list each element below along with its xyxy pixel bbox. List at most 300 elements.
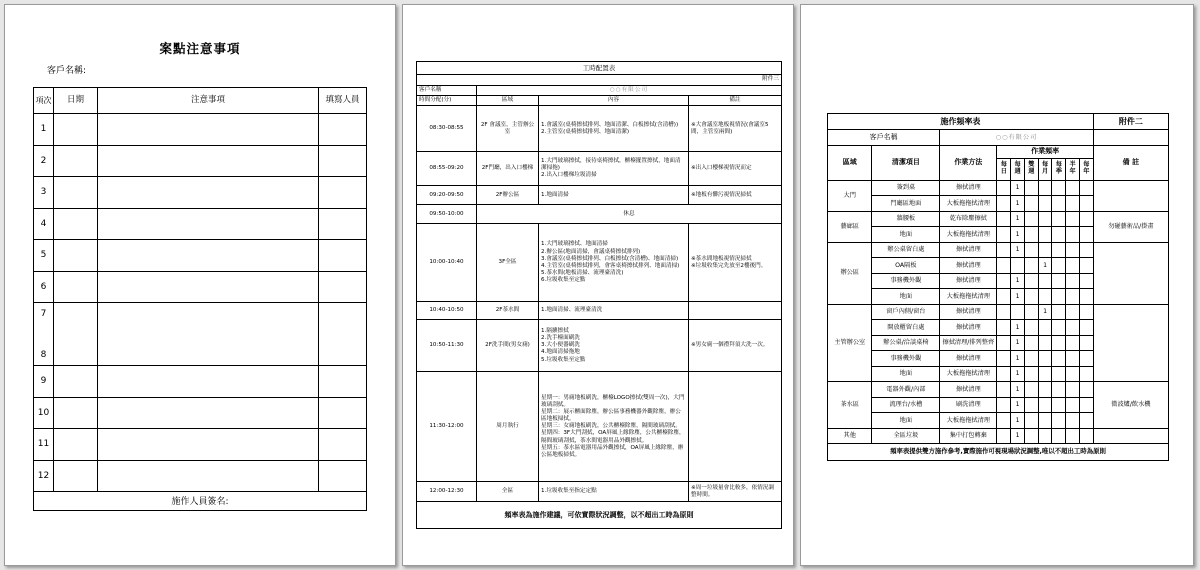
row-freq-cell: [1066, 397, 1080, 413]
row-method: 擦拭清理: [940, 258, 997, 274]
header-filler: 填寫人員: [319, 88, 367, 114]
row-area: 周月執行: [477, 372, 539, 482]
row-number: 1: [34, 114, 54, 146]
row-freq-cell: [997, 273, 1011, 289]
table-row: [34, 208, 367, 240]
row-number: 6: [34, 271, 54, 303]
row-freq-cell: [1066, 242, 1080, 258]
row-freq-cell: [1052, 196, 1066, 212]
row-freq-cell: [997, 335, 1011, 351]
row-freq-cell: [1066, 273, 1080, 289]
row-method: 大板拖拖拭清理: [940, 196, 997, 212]
row-number: 11: [34, 429, 54, 461]
row-freq-cell: 1: [1011, 382, 1025, 398]
row-freq-cell: [1011, 258, 1025, 274]
row-note: [1093, 304, 1168, 382]
row-freq-cell: [1024, 335, 1038, 351]
client-blank-cell: [1093, 130, 1168, 146]
header-freq-col: 每 日: [997, 158, 1011, 180]
client-name-value: ○○有限公司: [477, 86, 782, 96]
row-freq-cell: [1024, 397, 1038, 413]
header-note: 備 註: [1093, 145, 1168, 180]
row-time: 08:30-08:55: [417, 106, 477, 152]
row-freq-cell: [1066, 428, 1080, 444]
row-method: 集中打包轉棄: [940, 428, 997, 444]
attachment-label: 附件二: [1093, 114, 1168, 130]
row-filler-cell: [319, 177, 367, 209]
row-freq-cell: [1052, 366, 1066, 382]
row-freq-cell: [1024, 180, 1038, 196]
row-number: 2: [34, 145, 54, 177]
row-freq-cell: 1: [1011, 227, 1025, 243]
row-area: 其他: [828, 428, 872, 444]
row-freq-cell: [1052, 211, 1066, 227]
table-row: [828, 304, 1169, 320]
row-freq-cell: 1: [1011, 196, 1025, 212]
table-row: [34, 145, 367, 177]
row-item: 簽到桌: [872, 180, 940, 196]
row-freq-cell: [1038, 351, 1052, 367]
row-area: 大門: [828, 180, 872, 211]
row-filler-cell: [319, 208, 367, 240]
row-freq-cell: [1066, 366, 1080, 382]
row-item: 開放櫃留白處: [872, 320, 940, 336]
row-freq-cell: [1052, 180, 1066, 196]
row-freq-cell: [1080, 397, 1094, 413]
page-title: 案點注意事項: [159, 41, 241, 56]
row-freq-cell: [1080, 351, 1094, 367]
row-freq-cell: [1080, 289, 1094, 305]
row-freq-cell: [1024, 304, 1038, 320]
row-freq-cell: [1024, 227, 1038, 243]
row-number-8: 8: [40, 350, 47, 360]
row-content: 1.地面清掃、流理臺清洗: [539, 302, 689, 320]
row-filler-cell: [319, 397, 367, 429]
row-item: 事務機外觀: [872, 351, 940, 367]
row-number: 4: [34, 208, 54, 240]
row-freq-cell: [1024, 413, 1038, 429]
row-freq-cell: [1011, 304, 1025, 320]
row-area: 茶水區: [828, 382, 872, 429]
row-number: 3: [34, 177, 54, 209]
row-freq-cell: [1080, 196, 1094, 212]
row-area: 全區: [477, 482, 539, 502]
row-content: 1.隔擴擦拭 2.洗手檯面刷洗 3.大小便器刷洗 4.地面清掃拖地 5.垃圾收集至定點: [539, 320, 689, 372]
row-area: 2F洗手間(男女廁): [477, 320, 539, 372]
row-freq-cell: [997, 382, 1011, 398]
row-freq-cell: 1: [1038, 304, 1052, 320]
row-freq-cell: [1038, 180, 1052, 196]
row-filler-cell: [319, 366, 367, 398]
row-date-cell: [54, 114, 98, 146]
header-notes: 注意事項: [98, 88, 319, 114]
row-break: 休息: [477, 205, 782, 224]
row-freq-cell: [1066, 258, 1080, 274]
table-row: [34, 271, 367, 303]
row-freq-cell: [1024, 258, 1038, 274]
row-freq-cell: [1024, 273, 1038, 289]
row-item: 事務機外觀: [872, 273, 940, 289]
row-freq-cell: [997, 289, 1011, 305]
row-area: 2F茶水間: [477, 302, 539, 320]
row-freq-cell: [997, 366, 1011, 382]
row-freq-cell: [1080, 242, 1094, 258]
row-freq-cell: [1052, 289, 1066, 305]
row-method: 大板拖拖拭清理: [940, 289, 997, 305]
row-freq-cell: 1: [1011, 351, 1025, 367]
row-freq-cell: [1080, 320, 1094, 336]
row-filler-cell: [319, 145, 367, 177]
row-freq-cell: [1066, 351, 1080, 367]
row-notes-cell: [98, 366, 319, 398]
row-freq-cell: [997, 413, 1011, 429]
row-notes-cell: [98, 208, 319, 240]
row-filler-cell: [319, 460, 367, 492]
row-method: 刷洗清理: [940, 397, 997, 413]
row-freq-cell: [1080, 180, 1094, 196]
row-freq-cell: [1080, 258, 1094, 274]
row-filler-cell: [319, 240, 367, 272]
row-content: 星期一：男廁地板刷洗，櫃檯LOGO擦拭(雙周一次)，大門玻璃刮拭。 星期二：展示櫃面除塵，辦公區事務機器外觀除塵，辦公區地板掃拭。 星期三：女廁地板刷洗，公共櫃檯除塵，隔間玻璃刮拭。 星期四：3F大門刮拭，OA屏風上緣除塵，公共櫃檯除塵，隔間玻璃刮拭，茶水間電器用品外觀擦拭。 星期五：茶水區電器用品外觀擦拭，OA屏風上緣除塵，辦公區地板掃拭。: [539, 372, 689, 482]
row-freq-cell: [997, 258, 1011, 274]
row-freq-cell: [1080, 335, 1094, 351]
table-row: [417, 320, 782, 372]
table-row: [34, 366, 367, 398]
row-freq-cell: [1066, 304, 1080, 320]
client-name-label: 客戶名稱: [417, 86, 477, 96]
table-row: [828, 211, 1169, 227]
table-row: [34, 177, 367, 209]
row-freq-cell: [1052, 428, 1066, 444]
row-freq-cell: [1038, 211, 1052, 227]
row-freq-cell: [997, 304, 1011, 320]
row-freq-cell: [1024, 196, 1038, 212]
row-date-cell: [54, 208, 98, 240]
signature-row: [34, 492, 367, 511]
page-work-schedule: [402, 4, 794, 566]
row-freq-cell: [1080, 273, 1094, 289]
row-filler-cell: [319, 114, 367, 146]
row-date-cell: [54, 303, 98, 366]
row-freq-cell: [1038, 413, 1052, 429]
row-time: 11:30-12:00: [417, 372, 477, 482]
attachment-label: 附件三: [417, 75, 782, 86]
row-time: 10:40-10:50: [417, 302, 477, 320]
table-row: [417, 152, 782, 186]
table-row: [417, 372, 782, 482]
row-freq-cell: 1: [1011, 273, 1025, 289]
row-freq-cell: [1052, 258, 1066, 274]
table-row: [828, 382, 1169, 398]
row-notes-cell: [98, 240, 319, 272]
row-freq-cell: 1: [1038, 258, 1052, 274]
row-freq-cell: [1052, 351, 1066, 367]
header-note: 備註: [689, 96, 782, 106]
table-row: [34, 397, 367, 429]
row-freq-cell: [1024, 382, 1038, 398]
row-item: 電器外觀/內部: [872, 382, 940, 398]
row-freq-cell: [1024, 366, 1038, 382]
row-method: 大板拖拖拭清理: [940, 227, 997, 243]
row-freq-cell: [1052, 273, 1066, 289]
table-row: [417, 106, 782, 152]
row-note: 勿碰藝術品/掛畫: [1093, 211, 1168, 242]
client-name-value: ○○有限公司: [940, 130, 1094, 146]
row-freq-cell: [1080, 413, 1094, 429]
row-freq-cell: 1: [1011, 428, 1025, 444]
row-freq-cell: [1038, 289, 1052, 305]
frequency-title: 施作頻率表: [828, 114, 1094, 130]
row-number-7: 7: [40, 309, 47, 319]
row-freq-cell: 1: [1011, 413, 1025, 429]
row-number: 9: [34, 366, 54, 398]
row-number: 10: [34, 397, 54, 429]
row-method: 乾布除塵擦拭: [940, 211, 997, 227]
row-freq-cell: [1038, 428, 1052, 444]
row-filler-cell: [319, 429, 367, 461]
row-freq-cell: 1: [1011, 242, 1025, 258]
row-date-cell: [54, 397, 98, 429]
row-area: 3F全區: [477, 224, 539, 302]
row-freq-cell: [1038, 273, 1052, 289]
row-freq-cell: [1038, 227, 1052, 243]
row-time: 08:55-09:20: [417, 152, 477, 186]
row-item: 全區垃圾: [872, 428, 940, 444]
row-notes-cell: [98, 177, 319, 209]
row-freq-cell: [1066, 196, 1080, 212]
row-item: 牆腰板: [872, 211, 940, 227]
header-freq-col: 半 年: [1066, 158, 1080, 180]
row-item: 辦公桌/洽談桌椅: [872, 335, 940, 351]
row-freq-cell: [1080, 366, 1094, 382]
row-date-cell: [54, 145, 98, 177]
row-freq-cell: [1024, 211, 1038, 227]
row-time: 09:20-09:50: [417, 186, 477, 205]
header-item: 清潔項目: [872, 145, 940, 180]
table-row: [34, 240, 367, 272]
row-method: 擦拭清理: [940, 273, 997, 289]
table-row: [828, 428, 1169, 444]
row-method: 擦拭清理: [940, 242, 997, 258]
row-freq-cell: [1038, 196, 1052, 212]
row-item: 地面: [872, 289, 940, 305]
row-freq-cell: [1038, 366, 1052, 382]
row-freq-cell: [1052, 227, 1066, 243]
row-notes-cell: [98, 397, 319, 429]
table-row: [34, 303, 367, 366]
row-method: 擦拭清理/排列整齊: [940, 335, 997, 351]
row-freq-cell: [997, 211, 1011, 227]
row-freq-cell: 1: [1011, 320, 1025, 336]
table-row: [828, 242, 1169, 258]
row-note: 微波爐/飲水機: [1093, 382, 1168, 429]
row-freq-cell: [1038, 320, 1052, 336]
row-item: 地面: [872, 227, 940, 243]
table-row: [417, 302, 782, 320]
row-freq-cell: [1024, 351, 1038, 367]
row-time: 09:50-10:00: [417, 205, 477, 224]
row-note: ※茶水間地板視情況掃拭 ※垃圾收集完先放至2樓後門。: [689, 224, 782, 302]
row-freq-cell: [1080, 382, 1094, 398]
page-frequency: [800, 4, 1194, 566]
row-freq-cell: [1066, 413, 1080, 429]
row-area: 2F門廳，出入口樓梯: [477, 152, 539, 186]
client-name-label: 客戶名稱:: [47, 66, 87, 76]
row-date-cell: [54, 240, 98, 272]
row-note: [1093, 180, 1168, 211]
row-freq-cell: 1: [1011, 180, 1025, 196]
row-freq-cell: [997, 428, 1011, 444]
row-freq-cell: [1052, 397, 1066, 413]
row-freq-cell: [1052, 242, 1066, 258]
row-note: [1093, 242, 1168, 304]
row-freq-cell: [1080, 211, 1094, 227]
row-freq-cell: 1: [1011, 335, 1025, 351]
row-note: [689, 302, 782, 320]
row-freq-cell: 1: [1011, 397, 1025, 413]
table-row: [417, 224, 782, 302]
row-item: 地面: [872, 366, 940, 382]
row-filler-cell: [319, 271, 367, 303]
row-note: ※出入口樓梯視情況而定: [689, 152, 782, 186]
row-notes-cell: [98, 114, 319, 146]
row-notes-cell: [98, 271, 319, 303]
row-freq-cell: [1052, 382, 1066, 398]
table-row: [417, 205, 782, 224]
header-date: 日期: [54, 88, 98, 114]
table-row: [828, 180, 1169, 196]
table-row: [417, 186, 782, 205]
row-content: 1.大門玻璃擦拭，接待桌椅擦拭，櫃檯擺置擦拭，地面清潔掃拖) 2.出入口樓梯垃圾清掃: [539, 152, 689, 186]
row-freq-cell: [997, 196, 1011, 212]
row-freq-cell: [1038, 397, 1052, 413]
row-time: 12:00-12:30: [417, 482, 477, 502]
row-freq-cell: [997, 227, 1011, 243]
page-notes: [4, 4, 396, 566]
table-row: [417, 482, 782, 502]
row-note: [689, 372, 782, 482]
signature-label: 施作人員簽名:: [34, 492, 367, 511]
row-freq-cell: [997, 320, 1011, 336]
row-method: 大板拖拖拭清理: [940, 413, 997, 429]
row-content: 1.地面清掃: [539, 186, 689, 205]
row-content: 1.會議室(桌椅擦拭排列、地面清潔、白板擦拭(含清槽)) 2.主管室(桌椅擦拭排列、地面清潔): [539, 106, 689, 152]
header-item-no: 項次: [34, 88, 54, 114]
table-row: [34, 429, 367, 461]
notes-table: [33, 87, 367, 511]
row-freq-cell: [1024, 289, 1038, 305]
header-freq-col: 雙 週: [1024, 158, 1038, 180]
row-freq-cell: [1038, 382, 1052, 398]
row-freq-cell: [1066, 382, 1080, 398]
row-note: [1093, 428, 1168, 444]
frequency-table: [827, 113, 1169, 461]
row-freq-cell: [1066, 227, 1080, 243]
row-freq-cell: [1052, 413, 1066, 429]
schedule-footer: 頻率表為施作建議，可依實際狀況調整，以不超出工時為原則: [417, 502, 782, 529]
row-date-cell: [54, 429, 98, 461]
row-note: ※男女廁一個禮拜須大洗一次。: [689, 320, 782, 372]
row-item: OA隔板: [872, 258, 940, 274]
table-row: [34, 114, 367, 146]
row-note: ※大會議室地板視情況(會議室5間，主管室兩間): [689, 106, 782, 152]
row-notes-cell: [98, 303, 319, 366]
row-area: 藝廊區: [828, 211, 872, 242]
row-area: 2F 會議室，主管辦公室: [477, 106, 539, 152]
frequency-footer: 頻率表提供雙方施作參考,實際施作可視現場狀況調整,唯以不超出工時為原則: [828, 444, 1169, 461]
row-item: 窗戶內側/窗台: [872, 304, 940, 320]
row-freq-cell: [997, 242, 1011, 258]
row-freq-cell: [1066, 289, 1080, 305]
header-content: 內容: [539, 96, 689, 106]
row-date-cell: [54, 271, 98, 303]
row-notes-cell: [98, 429, 319, 461]
row-area: 2F辦公區: [477, 186, 539, 205]
row-method: 擦拭清理: [940, 351, 997, 367]
header-frequency: 作業頻率: [997, 145, 1093, 158]
row-freq-cell: 1: [1011, 211, 1025, 227]
row-freq-cell: [1052, 335, 1066, 351]
row-freq-cell: [1066, 320, 1080, 336]
row-freq-cell: [997, 351, 1011, 367]
row-freq-cell: [1038, 242, 1052, 258]
row-number: [34, 303, 54, 366]
row-freq-cell: [1080, 428, 1094, 444]
row-time: 10:50-11:30: [417, 320, 477, 372]
row-content: 1.大門玻璃擦拭、地面清掃 2.辦公區(地面清掃，會議桌椅擦拭排列) 3.會議室(桌椅擦拭排列、白板擦拭(含清槽)、地面清掃) 4.主管室(桌椅擦拭排列，會客桌椅擦拭排列、地面清掃) 5.茶水間(地板清掃、流理臺清洗) 6.垃圾收集至定點: [539, 224, 689, 302]
row-freq-cell: [1052, 304, 1066, 320]
header-area: 區域: [477, 96, 539, 106]
row-freq-cell: [1024, 428, 1038, 444]
header-area: 區域: [828, 145, 872, 180]
row-freq-cell: [1038, 335, 1052, 351]
row-item: 流理台/水槽: [872, 397, 940, 413]
row-date-cell: [54, 177, 98, 209]
schedule-table: [416, 61, 782, 529]
row-method: 擦拭清理: [940, 304, 997, 320]
row-method: 大板拖拖拭清理: [940, 366, 997, 382]
row-area: 主管辦公室: [828, 304, 872, 382]
row-notes-cell: [98, 145, 319, 177]
header-freq-col: 每 月: [1038, 158, 1052, 180]
row-freq-cell: [1024, 242, 1038, 258]
header-freq-col: 每 週: [1011, 158, 1025, 180]
row-area: 辦公區: [828, 242, 872, 304]
row-method: 擦拭清理: [940, 180, 997, 196]
row-freq-cell: [1066, 335, 1080, 351]
header-freq-col: 每 年: [1080, 158, 1094, 180]
row-freq-cell: 1: [1011, 366, 1025, 382]
row-note: ※周一垃圾量會比較多，依情況調整時間。: [689, 482, 782, 502]
row-item: 地面: [872, 413, 940, 429]
row-item: 門廳區地面: [872, 196, 940, 212]
table-row: [34, 460, 367, 492]
row-freq-cell: [1066, 211, 1080, 227]
row-item: 辦公桌留白處: [872, 242, 940, 258]
client-name-label: 客戶名稱: [828, 130, 940, 146]
header-method: 作業方法: [940, 145, 997, 180]
row-number: 5: [34, 240, 54, 272]
row-freq-cell: [997, 180, 1011, 196]
row-freq-cell: [997, 397, 1011, 413]
header-time: 時間分配(分): [417, 96, 477, 106]
header-freq-col: 每 季: [1052, 158, 1066, 180]
row-freq-cell: [1080, 227, 1094, 243]
row-method: 擦拭清理: [940, 320, 997, 336]
row-note: ※地板有髒污視情況掃拭: [689, 186, 782, 205]
schedule-title: 工時配置表: [417, 62, 782, 75]
row-content: 1.垃圾收集至指定定點: [539, 482, 689, 502]
